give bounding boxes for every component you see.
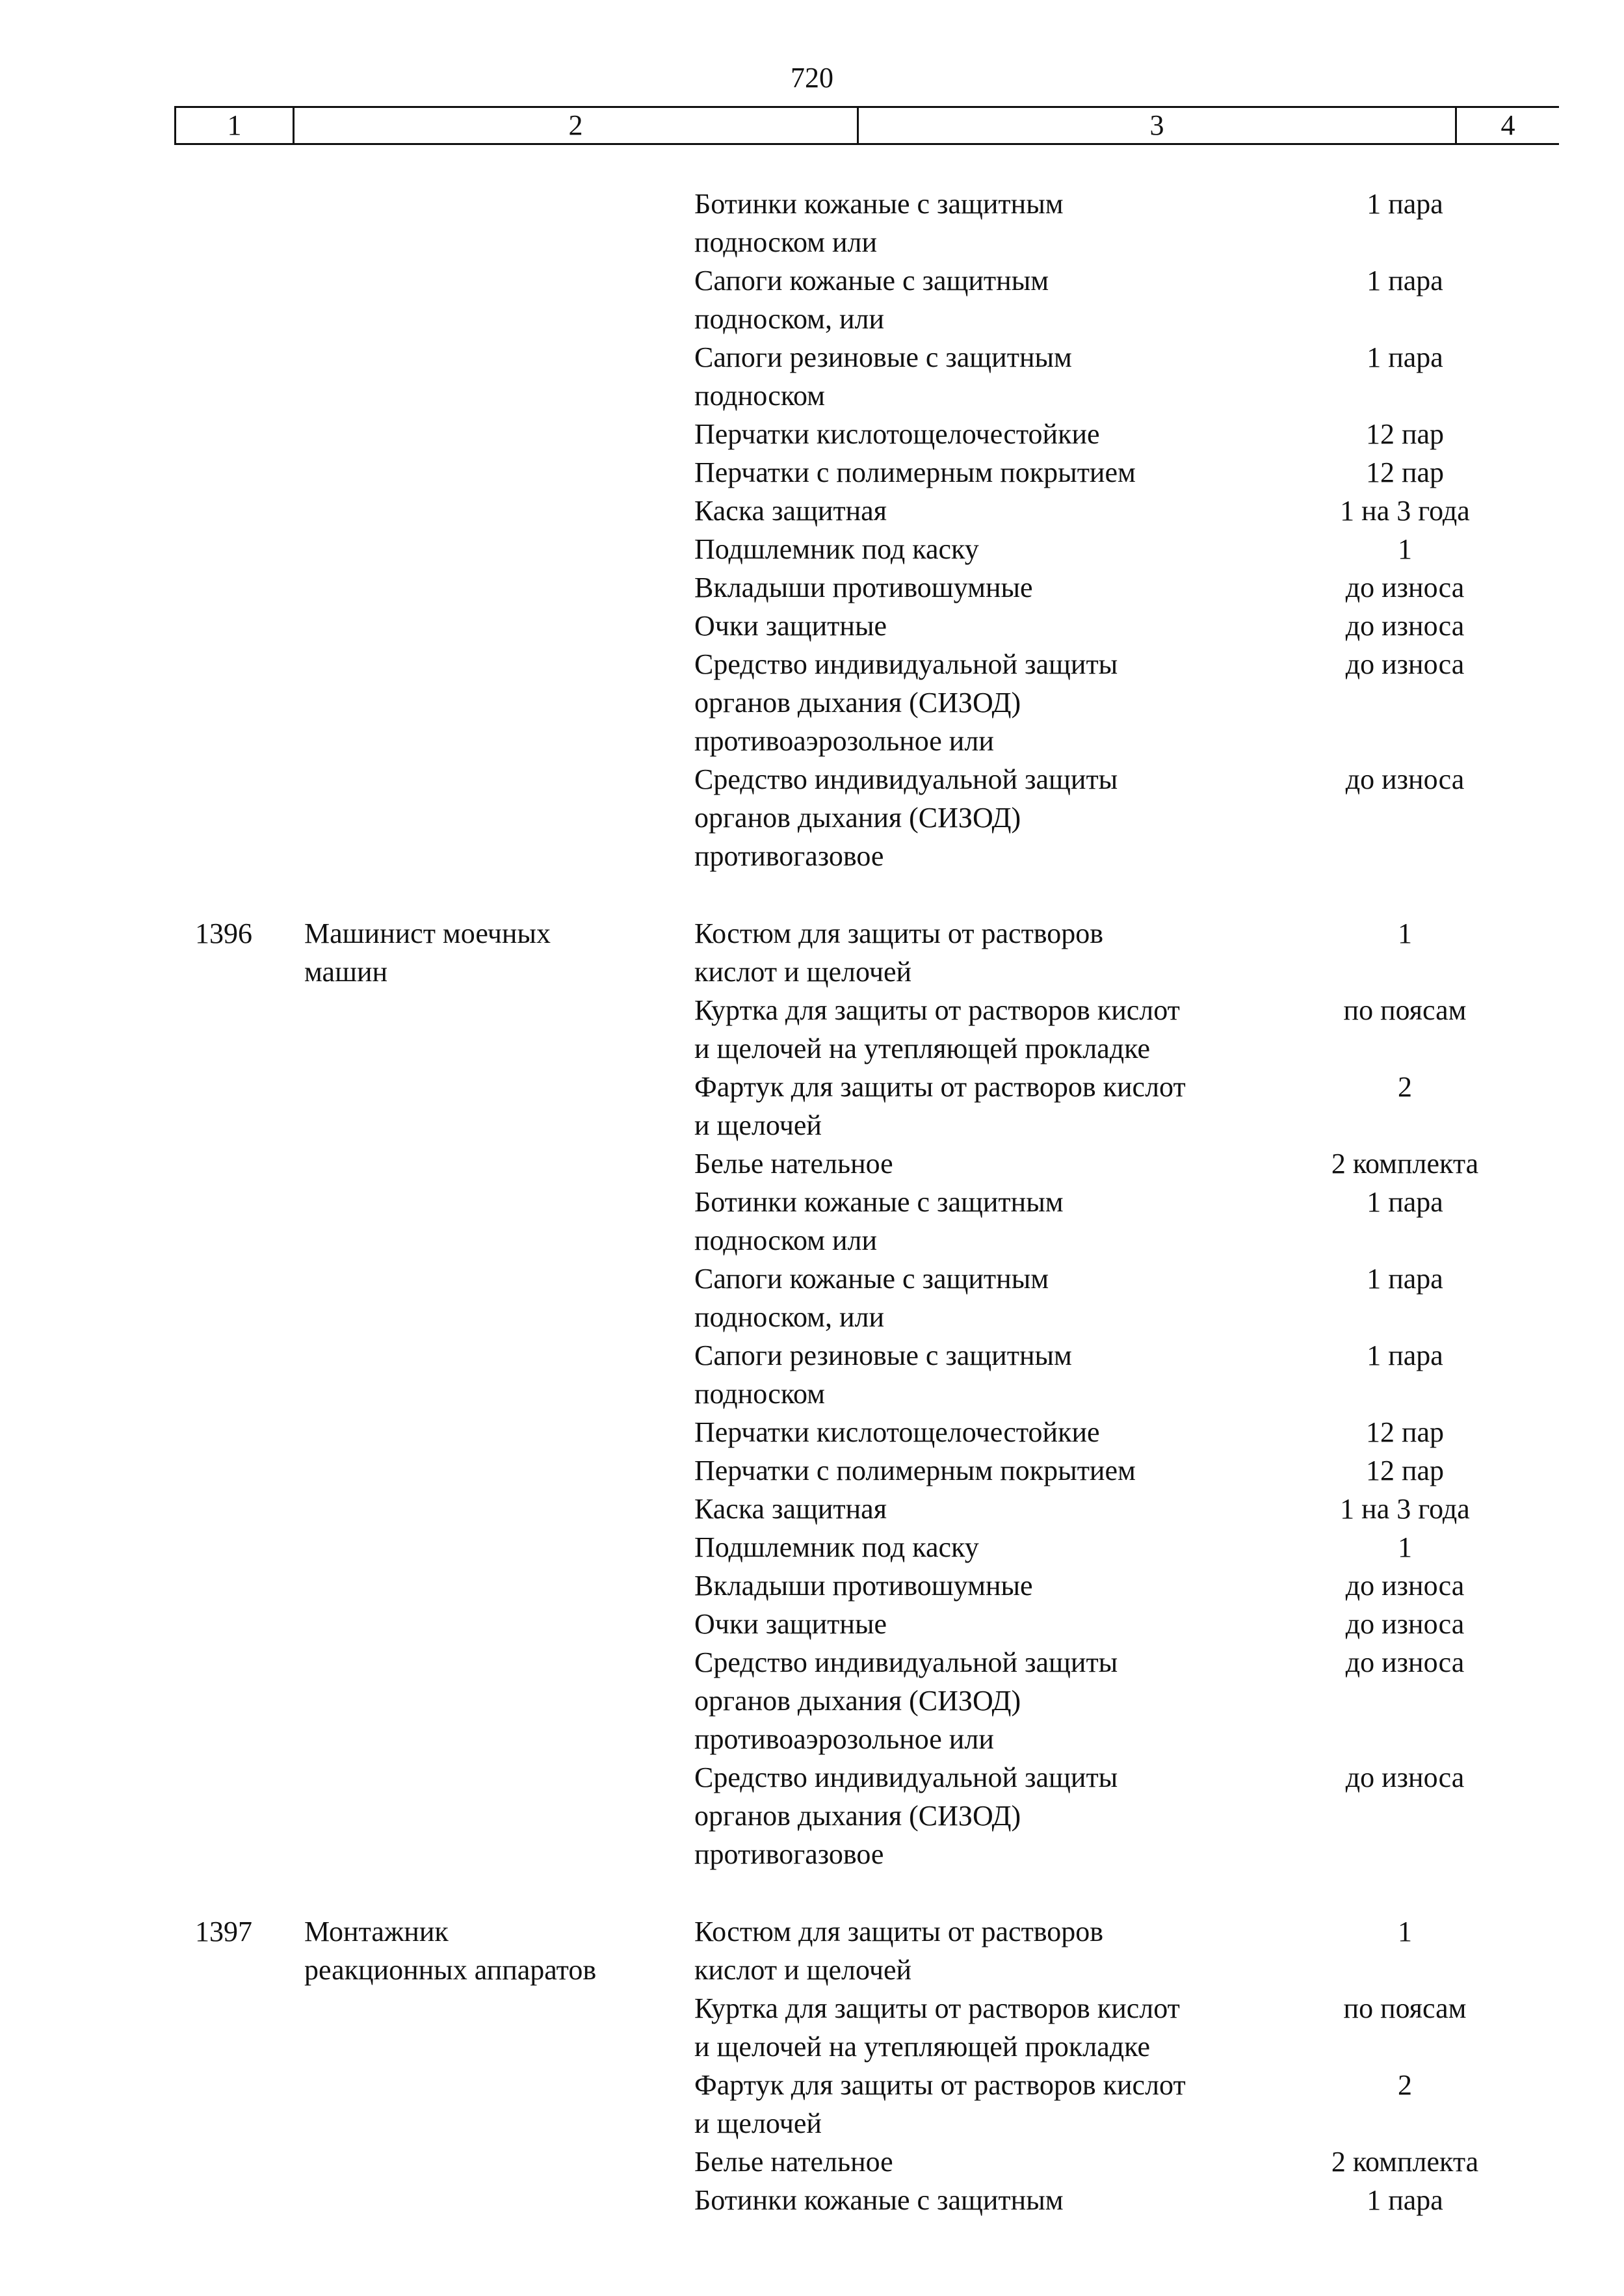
ppe-item-quantity: 1 пара [1367, 1339, 1443, 1371]
ppe-item-quantity: до износа [1345, 1646, 1465, 1678]
ppe-item-name: Костюм для защиты от растворов кислот и щелочей [694, 1916, 1104, 1986]
ppe-item-name: Каска защитная [694, 495, 887, 527]
ppe-item-name: Средство индивидуальной защиты органов дыхания (СИЗОД) противогазовое [694, 763, 1118, 872]
table-row [0, 645, 1624, 760]
table-row [0, 530, 1624, 568]
ppe-item-quantity: 2 комплекта [1331, 1148, 1479, 1180]
page-number: 720 [791, 62, 833, 94]
ppe-item-name: Ботинки кожаные с защитным [694, 2184, 1064, 2216]
ppe-item-name: Фартук для защиты от растворов кислот и щелочей [694, 1071, 1186, 1141]
ppe-item-quantity: 12 пар [1365, 1455, 1445, 1486]
ppe-item-quantity: 1 на 3 года [1340, 1493, 1470, 1525]
ppe-item-name: Подшлемник под каску [694, 1531, 979, 1563]
ppe-item-quantity: до износа [1345, 648, 1465, 680]
ppe-item-quantity: до износа [1345, 1608, 1465, 1640]
ppe-item-name: Белье нательное [694, 1148, 893, 1180]
table-row [0, 415, 1624, 453]
table-row [0, 1260, 1624, 1336]
ppe-item-quantity: 1 [1398, 1531, 1412, 1563]
table-row [0, 1413, 1624, 1451]
ppe-item-name: Белье нательное [694, 2146, 893, 2178]
ppe-item-name: Вкладыши противошумные [694, 572, 1033, 603]
table-row [0, 1643, 1624, 1758]
header-col-3: 3 [857, 108, 1455, 143]
table-row [0, 1758, 1624, 1873]
table-row [0, 261, 1624, 338]
ppe-item-quantity: 1 [1398, 533, 1412, 565]
ppe-item-quantity: 1 [1398, 1916, 1412, 1947]
ppe-item-name: Сапоги кожаные с защитным подноском, или [694, 1263, 1049, 1333]
occupation-name: Машинист моечных машин [304, 917, 551, 988]
ppe-item-name: Куртка для защиты от растворов кислот и щелочей на утепляющей прокладке [694, 1992, 1180, 2063]
ppe-item-quantity: 1 пара [1367, 1263, 1443, 1295]
ppe-item-name: Каска защитная [694, 1493, 887, 1525]
ppe-item-quantity: до износа [1345, 572, 1465, 603]
ppe-item-name: Очки защитные [694, 610, 887, 642]
table-row [0, 2066, 1624, 2143]
occupation-group [0, 185, 1624, 875]
header-col-1: 1 [174, 108, 293, 143]
ppe-item-name: Средство индивидуальной защиты органов дыхания (СИЗОД) противоаэрозольное или [694, 648, 1118, 757]
ppe-item-quantity: 1 пара [1367, 265, 1443, 297]
occupation-group [0, 1912, 1624, 2219]
table-row [0, 1336, 1624, 1413]
ppe-item-quantity: по поясам [1343, 1992, 1467, 2024]
ppe-item-quantity: 2 [1398, 1071, 1412, 1103]
occupation-name: Монтажник реакционных аппаратов [304, 1916, 597, 1986]
table-row [0, 1451, 1624, 1490]
header-col-2: 2 [293, 108, 857, 143]
ppe-item-quantity: 1 пара [1367, 341, 1443, 373]
ppe-item-quantity: 1 на 3 года [1340, 495, 1470, 527]
table-row [0, 914, 1624, 991]
ppe-item-name: Перчатки кислотощелочестойкие [694, 418, 1100, 450]
ppe-item-name: Очки защитные [694, 1608, 887, 1640]
table-row [0, 1183, 1624, 1260]
ppe-item-quantity: до износа [1345, 763, 1465, 795]
table-row [0, 1605, 1624, 1643]
ppe-item-quantity: 1 пара [1367, 1186, 1443, 1218]
occupation-group [0, 914, 1624, 1873]
ppe-item-name: Средство индивидуальной защиты органов дыхания (СИЗОД) противоаэрозольное или [694, 1646, 1118, 1755]
table-header [174, 106, 1559, 145]
table-row [0, 1566, 1624, 1605]
table-row [0, 1989, 1624, 2066]
ppe-item-name: Фартук для защиты от растворов кислот и щелочей [694, 2069, 1186, 2139]
ppe-item-name: Перчатки с полимерным покрытием [694, 1455, 1136, 1486]
ppe-item-quantity: 12 пар [1365, 418, 1445, 450]
ppe-item-name: Перчатки кислотощелочестойкие [694, 1416, 1100, 1448]
ppe-item-quantity: до износа [1345, 1570, 1465, 1602]
table-row [0, 760, 1624, 875]
ppe-item-name: Сапоги кожаные с защитным подноском, или [694, 265, 1049, 335]
ppe-item-quantity: по поясам [1343, 994, 1467, 1026]
ppe-item-name: Ботинки кожаные с защитным подноском или [694, 1186, 1064, 1256]
ppe-item-quantity: 1 пара [1367, 188, 1443, 220]
ppe-item-name: Средство индивидуальной защиты органов дыхания (СИЗОД) противогазовое [694, 1762, 1118, 1870]
ppe-item-name: Сапоги резиновые с защитным подноском [694, 341, 1072, 412]
table-row [0, 338, 1624, 415]
ppe-item-quantity: 1 [1398, 917, 1412, 949]
table-row [0, 1490, 1624, 1528]
table-row [0, 185, 1624, 261]
table-row [0, 453, 1624, 492]
ppe-item-quantity: до износа [1345, 1762, 1465, 1793]
header-col-4: 4 [1455, 108, 1559, 143]
ppe-item-name: Костюм для защиты от растворов кислот и щелочей [694, 917, 1104, 988]
table-row [0, 1912, 1624, 1989]
ppe-item-quantity: до износа [1345, 610, 1465, 642]
occupation-number: 1397 [195, 1916, 252, 1947]
ppe-item-quantity: 2 комплекта [1331, 2146, 1479, 2178]
ppe-item-name: Подшлемник под каску [694, 533, 979, 565]
ppe-item-quantity: 12 пар [1365, 456, 1445, 488]
table-row [0, 568, 1624, 607]
ppe-item-name: Куртка для защиты от растворов кислот и щелочей на утепляющей прокладке [694, 994, 1180, 1064]
ppe-item-quantity: 12 пар [1365, 1416, 1445, 1448]
ppe-item-name: Вкладыши противошумные [694, 1570, 1033, 1602]
ppe-item-quantity: 1 пара [1367, 2184, 1443, 2216]
table-row [0, 2143, 1624, 2181]
table-body [0, 185, 1624, 2219]
table-row [0, 492, 1624, 530]
table-row [0, 2181, 1624, 2219]
table-row [0, 1528, 1624, 1566]
occupation-number: 1396 [195, 917, 252, 949]
ppe-item-quantity: 2 [1398, 2069, 1412, 2101]
ppe-item-name: Перчатки с полимерным покрытием [694, 456, 1136, 488]
ppe-item-name: Ботинки кожаные с защитным подноском или [694, 188, 1064, 258]
table-row [0, 1068, 1624, 1144]
table-row [0, 991, 1624, 1068]
table-row [0, 607, 1624, 645]
ppe-item-name: Сапоги резиновые с защитным подноском [694, 1339, 1072, 1410]
table-row [0, 1144, 1624, 1183]
